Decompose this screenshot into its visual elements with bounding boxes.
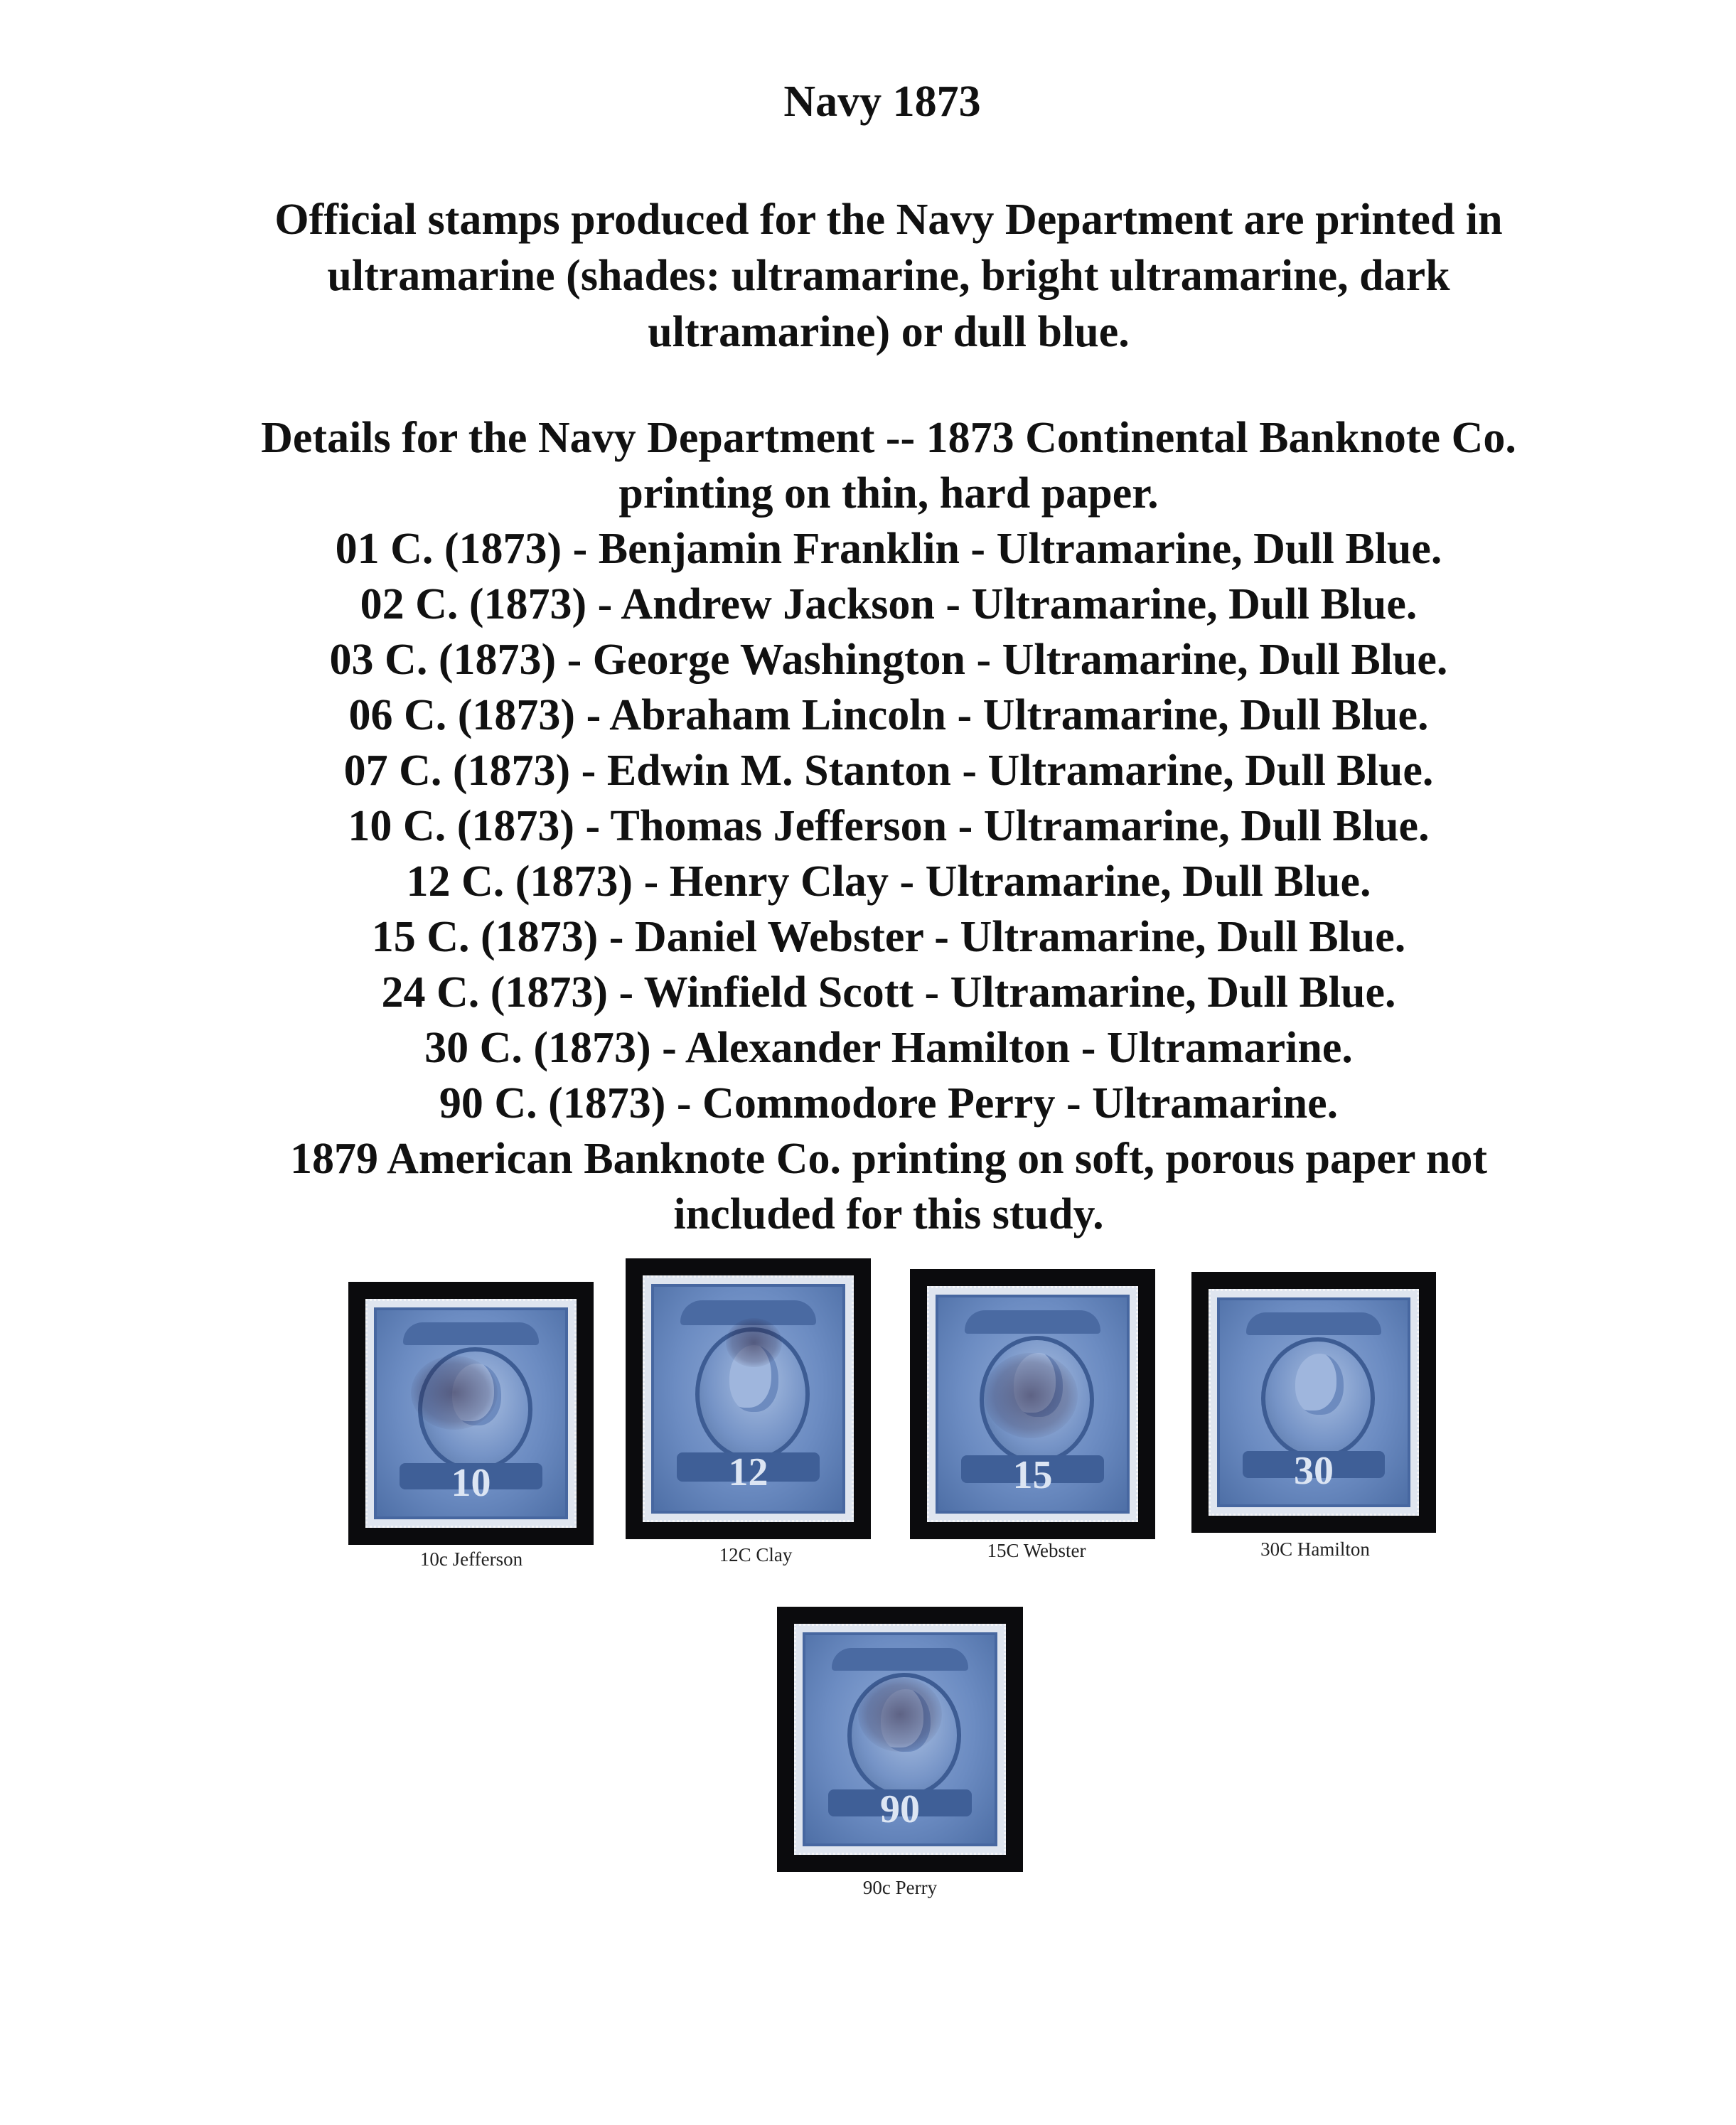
stamp-list-item: 30 C. (1873) - Alexander Hamilton - Ultramarine.: [424, 1024, 1353, 1072]
postmark-cancel: [726, 1318, 783, 1367]
stamp-value: 15: [961, 1455, 1104, 1483]
stamp-list-item: 02 C. (1873) - Andrew Jackson - Ultramarine, Dull Blue.: [360, 580, 1418, 628]
details-heading: Details for the Navy Department -- 1873 Continental Banknote Co. printing on thin, hard paper.: [261, 414, 1516, 518]
stamp-value: 10: [400, 1463, 542, 1490]
details-section: [242, 410, 1536, 1242]
stamp-list-item: 90 C. (1873) - Commodore Perry - Ultramarine.: [439, 1079, 1339, 1128]
stamp-image-12c-clay: [626, 1258, 871, 1539]
stamp-list-item: 15 C. (1873) - Daniel Webster - Ultramarine, Dull Blue.: [371, 913, 1406, 961]
stamp-list-item: 07 C. (1873) - Edwin M. Stanton - Ultramarine, Dull Blue.: [343, 746, 1434, 795]
stamp-caption: 10c Jefferson: [419, 1548, 523, 1570]
intro-text: Official stamps produced for the Navy Department are printed in ultramarine (shades: ultramarine, bright ultramarine, dark ultramarine) or dull blue.: [274, 196, 1503, 356]
stamp-value: 12: [677, 1452, 820, 1482]
stamp-list-item: 24 C. (1873) - Winfield Scott - Ultramarine, Dull Blue.: [381, 968, 1396, 1017]
stamp-caption: 30C Hamilton: [1260, 1538, 1370, 1560]
page-title: Navy 1873: [783, 77, 981, 126]
intro-paragraph: [242, 192, 1536, 360]
stamp-image-30c-hamilton: [1191, 1272, 1436, 1533]
stamp-image-15c-webster: [910, 1269, 1155, 1539]
study-note: 1879 American Banknote Co. printing on soft, porous paper not included for this study.: [290, 1135, 1487, 1238]
stamp-list-item: 12 C. (1873) - Henry Clay - Ultramarine, Dull Blue.: [406, 857, 1371, 906]
stamp-image-10c-jefferson: [348, 1282, 594, 1545]
stamp-caption: 90c Perry: [862, 1877, 938, 1898]
stamp-value: 90: [828, 1789, 972, 1816]
postmark-cancel: [411, 1356, 498, 1430]
stamp-caption: 12C Clay: [719, 1544, 793, 1565]
stamp-list-item: 10 C. (1873) - Thomas Jefferson - Ultramarine, Dull Blue.: [348, 802, 1430, 850]
stamp-list-item: 03 C. (1873) - George Washington - Ultramarine, Dull Blue.: [329, 636, 1448, 684]
stamp-list-item: 01 C. (1873) - Benjamin Franklin - Ultramarine, Dull Blue.: [335, 525, 1442, 573]
postmark-cancel: [858, 1677, 941, 1752]
stamp-caption: 15C Webster: [987, 1540, 1086, 1561]
stamp-value: 30: [1243, 1451, 1386, 1477]
stamp-list-item: 06 C. (1873) - Abraham Lincoln - Ultramarine, Dull Blue.: [348, 691, 1429, 739]
stamp-list: [242, 521, 1536, 1131]
postmark-cancel: [984, 1353, 1078, 1438]
stamp-image-90c-perry: [777, 1607, 1023, 1872]
